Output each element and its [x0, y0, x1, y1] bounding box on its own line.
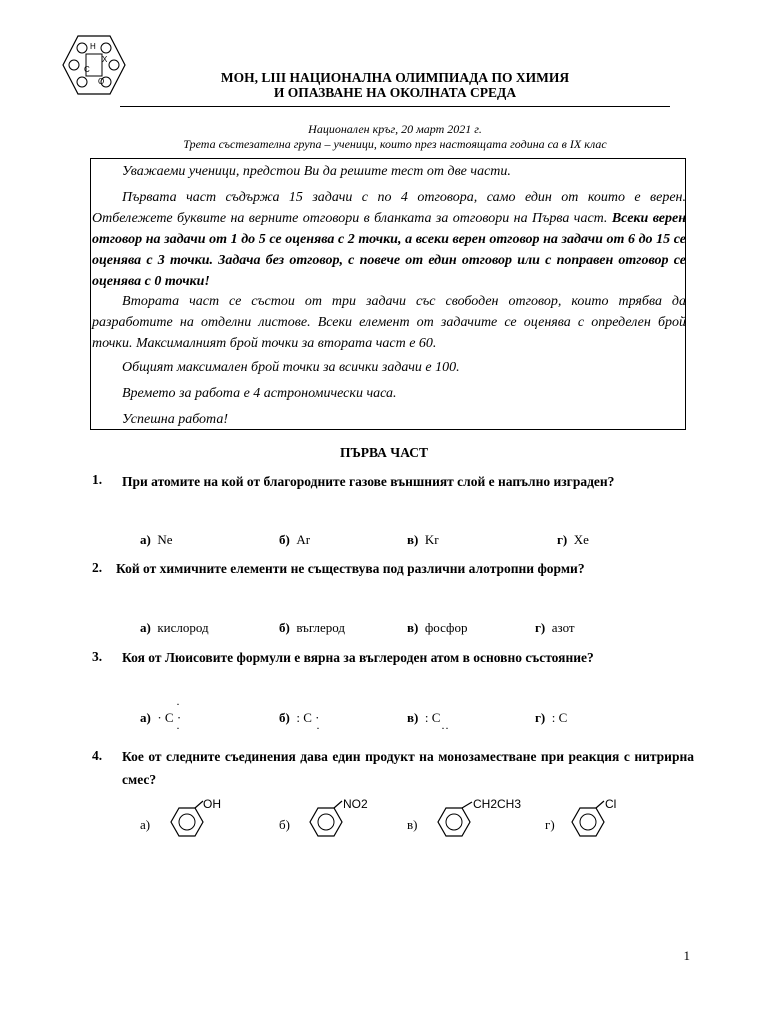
question-3-option-c[interactable]: в) : C ·· [407, 710, 449, 735]
question-3-option-b[interactable]: б) : C · · [279, 710, 320, 735]
instructions-time: Времето за работа е 4 астрономически часа. [122, 386, 397, 401]
instructions-part-two: Втората част се състои от три задачи със свободен отговор, които трябва да разработите на отделни листове. Всеки елемент от задачите се оценява с определен брой точки. Максималният брой точки за втората част е 60. [92, 294, 686, 351]
olympiad-logo [62, 34, 126, 96]
question-1-option-b[interactable]: б) Ar [279, 532, 311, 547]
instructions-intro: Уважаеми ученици, предстои Ви да решите тест от две части. [122, 164, 511, 179]
question-3-text: Коя от Люисовите формули е вярна за въглероден атом в основно състояние? [122, 650, 594, 665]
question-3-option-d[interactable]: г) : C [535, 710, 568, 725]
substituent-label: NO2 [343, 798, 368, 811]
question-4-text: Кое от следните съединения дава един продукт на монозаместване при реакция с нитрирна смес? [122, 749, 694, 787]
nitrobenzene-structure[interactable] [294, 798, 394, 848]
phenol-structure[interactable] [155, 798, 255, 848]
header-title-line1: МОН, LIII НАЦИОНАЛНА ОЛИМПИАДА ПО ХИМИЯ [220, 70, 570, 85]
instructions-part-one: Първата част съдържа 15 задачи с по 4 отговора, само един от които е верен. Отбележете буквите на верните отговори в бланката за отговори на Първа част. Всеки верен отговор на задачи от 1 до 5 се оценява с 2 точки, а всеки верен отговор на задачи от 6 до 15 се оценява с 3 точки. Задача без отговор, с повече от един отговор или с поправен отговор се оценява с 0 точки! [92, 190, 686, 289]
header-divider [120, 106, 670, 107]
question-4-option-a-label[interactable]: а) [140, 817, 151, 832]
logo-letter-o: O [98, 77, 105, 86]
header-subtitle-date: Национален кръг, 20 март 2021 г. [308, 122, 482, 136]
question-number: 1. [92, 472, 103, 487]
substituent-label: Cl [605, 798, 617, 811]
question-1-option-c[interactable]: в) Kr [407, 532, 439, 547]
question-number: 4. [92, 748, 103, 763]
substituent-label: OH [203, 798, 221, 811]
question-4-option-c-label[interactable]: в) [407, 817, 418, 832]
lewis-formula: : C · [296, 710, 320, 725]
chlorobenzene-structure[interactable] [556, 798, 646, 848]
substituent-label: CH2CH3 [473, 798, 522, 811]
logo-letter-x: X [102, 55, 108, 64]
lewis-formula: · C · [157, 710, 182, 725]
question-2-option-c[interactable]: в) фосфор [407, 620, 468, 635]
question-number: 2. [92, 560, 103, 575]
lewis-formula: : C [424, 710, 441, 725]
instructions-max-points: Общият максимален брой точки за всички задачи е 100. [122, 360, 460, 375]
logo-letter-c: C [84, 65, 90, 74]
question-2-option-a[interactable]: а) кислород [140, 620, 209, 635]
question-3-option-a[interactable]: а) · C · · · [140, 697, 182, 735]
part-one-title: ПЪРВА ЧАСТ [339, 445, 429, 460]
question-4-option-d-label[interactable]: г) [545, 817, 555, 832]
logo-letter-h: H [90, 42, 96, 51]
ethylbenzene-structure[interactable] [422, 798, 542, 848]
instructions-good-luck: Успешна работа! [122, 412, 229, 427]
question-4-option-b-label[interactable]: б) [279, 817, 290, 832]
question-1-text: При атомите на кой от благородните газове външният слой е напълно изграден? [122, 474, 615, 489]
question-1-option-a[interactable]: а) Ne [140, 532, 173, 547]
question-number: 3. [92, 649, 103, 664]
header-subtitle-group: Трета състезателна група – ученици, които през настоящата година са в IX клас [183, 137, 607, 151]
question-2-option-d[interactable]: г) азот [535, 620, 575, 635]
question-2-text: Кой от химичните елементи не съществува под различни алотропни форми? [116, 561, 585, 576]
header-title-line2: И ОПАЗВАНЕ НА ОКОЛНАТА СРЕДА [273, 85, 517, 100]
lewis-formula: : C [551, 710, 568, 725]
page-number: 1 [683, 948, 690, 963]
question-1-option-d[interactable]: г) Xe [557, 532, 589, 547]
question-2-option-b[interactable]: б) въглерод [279, 620, 346, 635]
